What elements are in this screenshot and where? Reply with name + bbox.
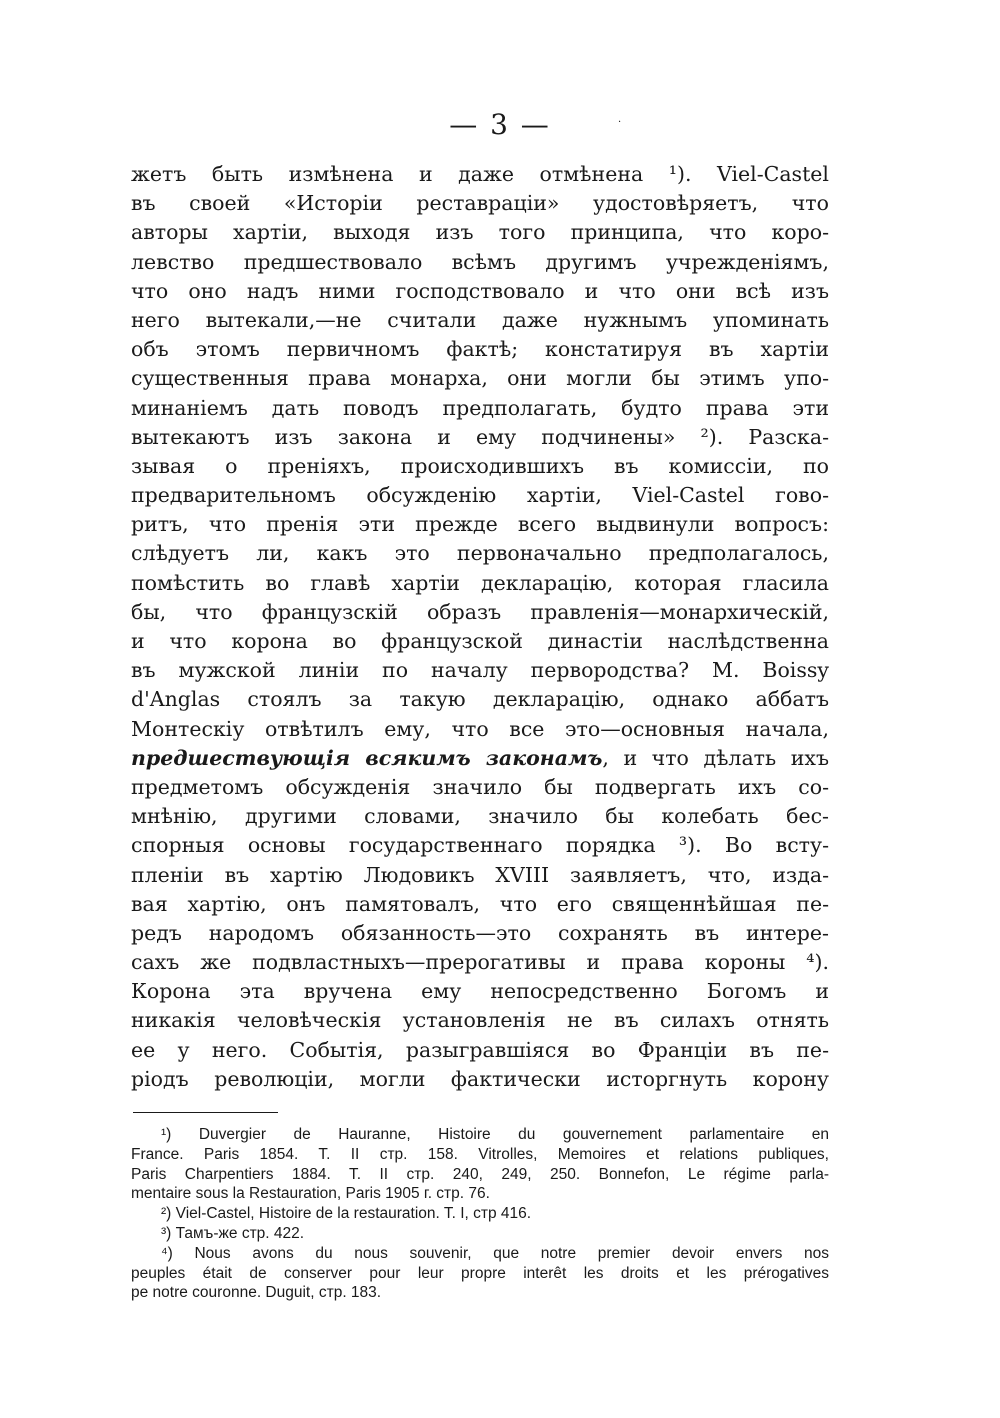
body-line: жетъ быть измѣнена и даже отмѣнена ¹). Viel-Castel — [131, 162, 829, 186]
footnote-line: ²) Viel-Castel, Histoire de la restauration. T. I, стр 416. — [161, 1205, 532, 1223]
body-line: ріодъ революціи, могли фактически исторгнуть корону — [131, 1066, 829, 1091]
body-line: спорныя основы государственнаго порядка ³). Во всту- — [131, 833, 829, 858]
body-line: предшествующія всякимъ законамъ, и что дѣлать ихъ — [131, 745, 830, 770]
body-line: минаніемъ дать поводъ предполагать, будто права эти — [131, 395, 829, 420]
body-line: никакія человѣческія установленія не въ силахъ отнять — [131, 1008, 829, 1033]
body-line: въ мужской линіи по началу первородства? M. Boissy — [131, 658, 829, 683]
body-line: объ этомъ первичномъ фактѣ; констатируя въ хартіи — [131, 337, 829, 362]
body-line: d'Anglas стоялъ за такую декларацію, однако аббатъ — [131, 687, 829, 712]
body-line: пленіи въ хартію Людовикъ XVIII заявляетъ, что, изда- — [131, 862, 829, 887]
footnote-line: France. Paris 1854. T. II стр. 158. Vitrolles, Memoires et relations publiques, — [131, 1145, 829, 1163]
body-line: предметомъ обсужденія значило бы подвергать ихъ со- — [131, 774, 829, 799]
footnote-line: peuples était de conserver pour leur propre interêt les droits et les prérogatives — [131, 1264, 829, 1282]
body-line: вая хартію, онъ памятовалъ, что его священнѣйшая пе- — [131, 891, 829, 916]
body-line: въ своей «Исторіи реставраціи» удостовѣряетъ, что — [131, 191, 829, 216]
body-line: предварительномъ обсужденію хартіи, Viel-Castel гово- — [131, 483, 829, 508]
footnote-line: ¹) Duvergier de Hauranne, Histoire du gouvernement parlamentaire en — [161, 1126, 829, 1143]
footnote-rule — [133, 1112, 278, 1113]
body-line: левство предшествовало всѣмъ другимъ учрежденіямъ, — [131, 249, 829, 274]
body-line: Корона эта вручена ему непосредственно Богомъ и — [131, 979, 829, 1004]
footnote-line: mentaire sous la Restauration, Paris 1905 г. стр. 76. — [131, 1185, 490, 1203]
body-line: слѣдуетъ ли, какъ это первоначально предполагалось, — [131, 541, 829, 566]
footnote-line: pe notre couronne. Duguit, стр. 183. — [131, 1284, 382, 1302]
footnotes — [131, 1125, 829, 1303]
page-number: — 3 — — [449, 108, 551, 141]
footnote-line: Paris Charpentiers 1884. T. II стр. 240, 249, 250. Bonnefon, Le régime parla- — [131, 1165, 829, 1183]
body-line: бы, что французскій образъ правленія—монархическій, — [131, 599, 829, 624]
stray-mark: · — [618, 117, 622, 128]
body-text — [131, 160, 829, 1094]
body-line: редъ народомъ обязанность—это сохранять въ интере- — [131, 920, 829, 945]
body-line: вытекаютъ изъ закона и ему подчинены» ²). Разска- — [131, 424, 829, 449]
body-line: ритъ, что пренія эти прежде всего выдвинули вопросъ: — [131, 512, 829, 537]
body-line: него вытекали,—не считали даже нужнымъ упоминать — [131, 307, 829, 332]
body-line: зывая о преніяхъ, происходившихъ въ комиссіи, по — [131, 453, 829, 478]
footnote-line: ⁴) Nous avons du nous souvenir, que notre premier devoir envers nos — [161, 1244, 829, 1262]
body-line: что оно надъ ними господствовало и что они всѣ изъ — [131, 278, 829, 303]
body-line: авторы хартіи, выходя изъ того принципа, что коро- — [131, 220, 829, 245]
body-line: Монтескіу отвѣтилъ ему, что все это—основныя начала, — [131, 716, 829, 741]
body-line: ее у него. Событія, разыгравшіяся во Франціи въ пе- — [131, 1037, 829, 1062]
footnote-line: ³) Тамъ-же стр. 422. — [161, 1224, 305, 1242]
body-line: существенныя права монарха, они могли бы этимъ упо- — [131, 366, 829, 391]
body-line: помѣстить во главѣ хартіи декларацію, которая гласила — [131, 570, 829, 595]
body-line: сахъ же подвластныхъ—прерогативы и права короны ⁴). — [131, 950, 829, 975]
body-line: мнѣнію, другими словами, значило бы колебать бес- — [131, 804, 829, 829]
body-line: и что корона во французской династіи наслѣдственна — [131, 629, 829, 653]
